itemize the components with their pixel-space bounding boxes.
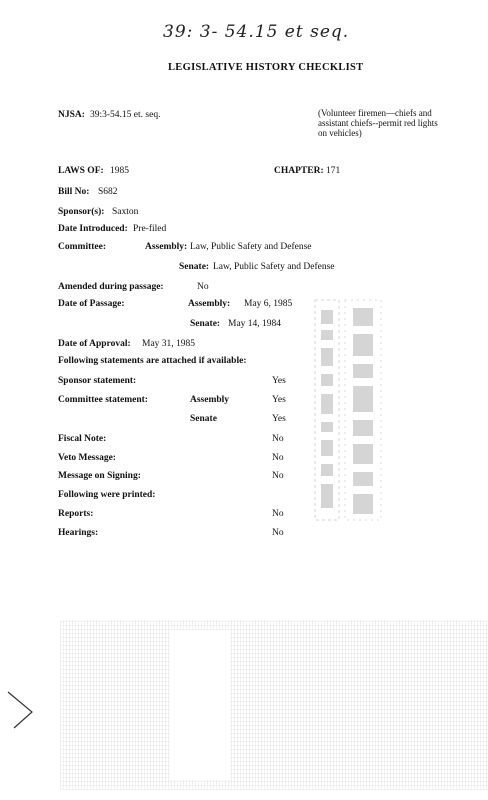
reports-label: Reports: bbox=[58, 509, 94, 519]
scan-noise-area bbox=[60, 620, 488, 790]
passage-senate-label: Senate: bbox=[190, 319, 221, 329]
laws-of-label: LAWS OF: bbox=[58, 166, 104, 176]
passage-assembly-value: May 6, 1985 bbox=[244, 299, 293, 309]
reports-value: No bbox=[272, 509, 284, 519]
fiscal-note-label: Fiscal Note: bbox=[58, 434, 107, 444]
date-introduced-label: Date Introduced: bbox=[58, 224, 128, 234]
following-attached-label: Following statements are attached if available: bbox=[58, 356, 247, 366]
committee-label: Committee: bbox=[58, 242, 107, 252]
njsa-value: 39:3-54.15 et. seq. bbox=[90, 110, 161, 120]
committee-senate-label: Senate: bbox=[179, 262, 210, 272]
njsa-note: (Volunteer firemen—chiefs and assistant chiefs--permit red lights on vehicles) bbox=[318, 108, 438, 138]
chapter-label: CHAPTER: bbox=[274, 166, 324, 176]
amended-value: No bbox=[197, 282, 209, 292]
bill-no-label: Bill No: bbox=[58, 187, 90, 197]
handwritten-citation: 39: 3- 54.15 et seq. bbox=[163, 22, 350, 42]
committee-assembly-label: Assembly: bbox=[145, 242, 188, 252]
sponsors-value: Saxton bbox=[112, 207, 139, 217]
fiscal-note-value: No bbox=[272, 434, 284, 444]
sponsor-statement-value: Yes bbox=[272, 376, 286, 386]
committee-statement-assembly-value: Yes bbox=[272, 395, 286, 405]
library-stamp-watermark bbox=[313, 298, 385, 523]
margin-bracket-mark bbox=[6, 690, 36, 730]
message-on-signing-value: No bbox=[272, 471, 284, 481]
chapter-value: 171 bbox=[326, 166, 341, 176]
bill-no-value: S682 bbox=[98, 187, 118, 197]
committee-statement-senate-label: Senate bbox=[190, 414, 217, 424]
following-printed-label: Following were printed: bbox=[58, 490, 156, 500]
date-introduced-value: Pre-filed bbox=[133, 224, 167, 234]
committee-statement-assembly-label: Assembly bbox=[190, 395, 230, 405]
date-of-approval-label: Date of Approval: bbox=[58, 339, 131, 349]
hearings-label: Hearings: bbox=[58, 528, 99, 538]
scan-gap bbox=[170, 630, 230, 780]
hearings-value: No bbox=[272, 528, 284, 538]
document-title: LEGISLATIVE HISTORY CHECKLIST bbox=[168, 62, 364, 73]
passage-senate-value: May 14, 1984 bbox=[228, 319, 282, 329]
committee-statement-label: Committee statement: bbox=[58, 395, 148, 405]
veto-message-label: Veto Message: bbox=[58, 453, 116, 463]
date-of-approval-value: May 31, 1985 bbox=[142, 339, 196, 349]
committee-statement-senate-value: Yes bbox=[272, 414, 286, 424]
sponsor-statement-label: Sponsor statement: bbox=[58, 376, 137, 386]
laws-of-value: 1985 bbox=[110, 166, 129, 176]
message-on-signing-label: Message on Signing: bbox=[58, 471, 141, 481]
passage-assembly-label: Assembly: bbox=[188, 299, 231, 309]
njsa-label: NJSA: bbox=[58, 110, 85, 120]
amended-label: Amended during passage: bbox=[58, 282, 164, 292]
veto-message-value: No bbox=[272, 453, 284, 463]
committee-assembly-value: Law, Public Safety and Defense bbox=[190, 242, 312, 252]
committee-senate-value: Law, Public Safety and Defense bbox=[213, 262, 335, 272]
date-of-passage-label: Date of Passage: bbox=[58, 299, 125, 309]
sponsors-label: Sponsor(s): bbox=[58, 207, 105, 217]
